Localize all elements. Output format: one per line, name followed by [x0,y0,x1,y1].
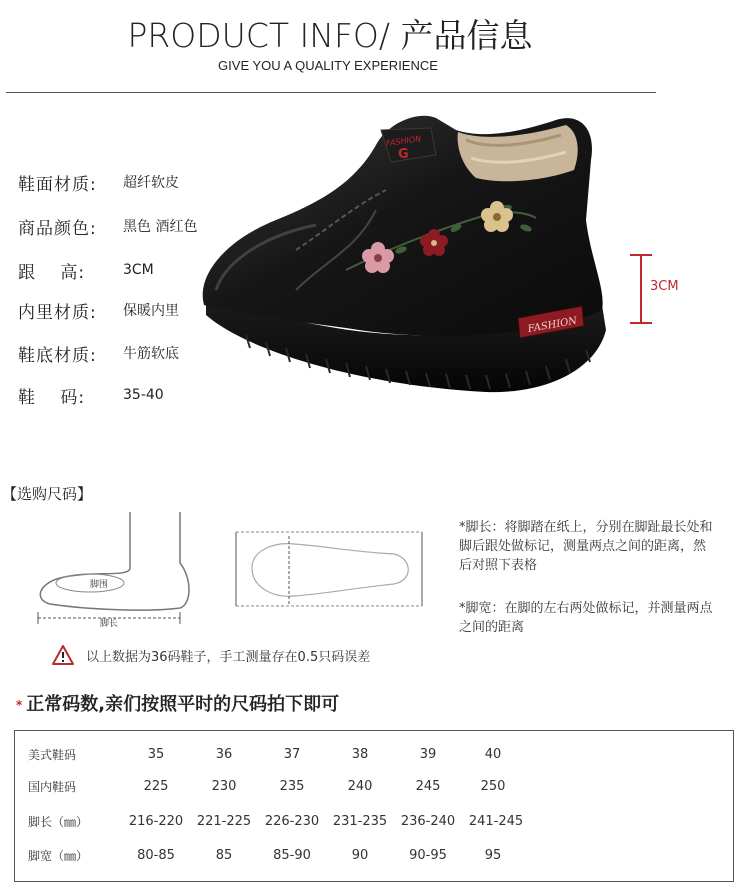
table-cell: 85-90 [273,848,311,863]
table-cell: 221-225 [196,814,252,829]
foot-top-diagram [234,530,424,610]
shoe-side-badge: FASHION [527,315,578,336]
spec-value: 黑色 酒红色 [123,219,198,235]
page-subtitle: GIVE YOU A QUALITY EXPERIENCE [218,58,438,73]
table-row [15,771,733,802]
foot-length-note: *脚长：将脚踏在纸上，分别在脚趾最长处和脚后跟处做标记，测量两点之间的距离，然后对照下表格 [459,520,713,573]
table-cell: 40 [484,747,502,762]
table-cell: 35 [147,747,165,762]
spec-row-heel [18,258,154,282]
spec-label: 鞋底材质: [18,345,97,366]
size-section-heading: 【选购尺码】 [2,485,93,503]
table-cell: 226-230 [264,814,320,829]
spec-row-lining [18,298,179,322]
table-cell: 36 [215,747,233,762]
row-header: 脚长（㎜） [28,815,89,829]
table-cell: 39 [419,747,437,762]
table-cell: 240 [347,779,373,794]
spec-value: 超纤软皮 [123,175,179,191]
shoe-tongue-letter: G [398,147,409,162]
row-header: 美式鞋码 [28,748,77,762]
row-header: 国内鞋码 [28,780,77,794]
header-divider [6,92,656,93]
table-cell: 90-95 [409,848,447,863]
height-marker-bottom [630,322,652,324]
foot-side-diagram [30,508,195,630]
warning-icon [52,645,74,665]
foot-length-label: 脚长 [100,619,119,629]
spec-label: 鞋 码: [18,387,86,408]
spec-row-upper [18,170,179,194]
table-cell: 80-85 [137,848,175,863]
foot-width-note: *脚宽：在脚的左右两处做标记，并测量两点之间的距离 [459,601,713,635]
table-cell: 241-245 [468,814,524,829]
spec-row-color [18,214,197,238]
table-cell: 250 [480,779,506,794]
table-cell: 37 [283,747,301,762]
table-cell: 245 [415,779,441,794]
table-cell: 95 [484,848,502,863]
table-cell: 90 [351,848,369,863]
height-marker-label: 3CM [650,279,679,294]
spec-label: 内里材质: [18,302,97,323]
asterisk-icon: * [16,698,23,712]
shoe-image [186,100,622,400]
table-cell: 231-235 [332,814,388,829]
spec-label: 跟 高: [18,262,86,283]
table-cell: 225 [143,779,169,794]
table-cell: 85 [215,848,233,863]
foot-instep-label: 脚围 [90,580,109,590]
size-table [14,730,734,882]
table-cell: 236-240 [400,814,456,829]
spec-value: 35-40 [123,387,164,403]
table-row [15,806,733,837]
table-row [15,739,733,770]
spec-row-size [18,383,164,407]
spec-label: 商品颜色: [18,218,97,239]
page-title: PRODUCT INFO/ 产品信息 [127,16,533,55]
table-cell: 216-220 [128,814,184,829]
spec-value: 保暖内里 [123,303,179,319]
spec-value: 3CM [123,262,154,278]
shoe-tongue-logo: FASHION [385,134,422,149]
table-cell: 38 [351,747,369,762]
table-cell: 235 [279,779,305,794]
spec-value: 牛筋软底 [123,346,179,362]
normal-size-note [16,690,339,716]
spec-label: 鞋面材质: [18,174,97,195]
spec-row-sole [18,341,179,365]
size-warning-text: 以上数据为36码鞋子，手工测量存在0.5只码误差 [86,649,371,665]
size-warning [52,645,370,665]
table-cell: 230 [211,779,237,794]
height-marker-line [640,255,642,323]
normal-size-text: 正常码数,亲们按照平时的尺码拍下即可 [26,694,340,715]
row-header: 脚宽（㎜） [28,849,89,863]
table-row [15,840,733,871]
